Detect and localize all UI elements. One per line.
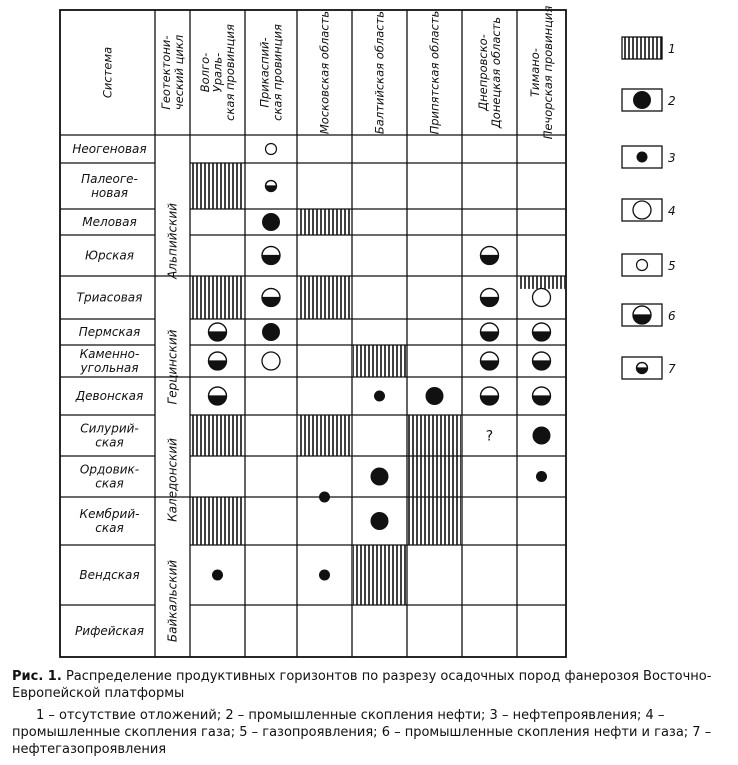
legend-symbol — [637, 152, 648, 163]
big-oilgas-symbol-14 — [481, 352, 499, 370]
legend-num: 3 — [668, 151, 676, 165]
big-oilgas-symbol-3 — [262, 247, 280, 265]
hatch-block-2 — [191, 415, 244, 456]
system-label-10: Кембрий-ская — [79, 507, 140, 535]
big-oil-symbol-9 — [262, 323, 280, 341]
hatch-block-9 — [408, 415, 461, 545]
system-label-4: Триасовая — [76, 290, 143, 305]
big-oilgas-symbol-20 — [533, 387, 551, 405]
system-label-1: Палеоге-новая — [81, 172, 138, 200]
system-label-9: Ордовик-ская — [79, 462, 140, 491]
hatch-block-3 — [191, 497, 244, 545]
legend-item-2 — [622, 89, 676, 111]
big-oilgas-symbol-10 — [481, 323, 499, 341]
big-oilgas-symbol-6 — [481, 289, 499, 307]
big-gas-symbol-13 — [262, 352, 280, 370]
legend-item-7 — [622, 357, 676, 379]
big-oil-symbol-21 — [533, 427, 551, 445]
big-oil-symbol-18 — [426, 387, 444, 405]
header-4: Московская область — [317, 10, 332, 135]
small-oil-symbol-24 — [319, 492, 330, 503]
small-oil-symbol-27 — [319, 570, 330, 581]
hatch-block-5 — [298, 276, 351, 319]
big-oil-symbol-2 — [262, 213, 280, 231]
big-gas-symbol-7 — [533, 289, 551, 307]
legend-num: 6 — [668, 309, 676, 323]
big-oil-symbol-25 — [371, 512, 389, 530]
legend-symbol — [633, 91, 651, 109]
legend-swatch — [622, 37, 662, 59]
small-oil-symbol-17 — [374, 391, 385, 402]
figure-title: Распределение продуктивных горизонтов по разрезу осадочных пород фанерозоя Восточно-Европейской платформы — [12, 669, 712, 701]
system-label-6: Каменно-угольная — [79, 347, 140, 375]
system-label-3: Юрская — [85, 248, 134, 263]
big-oilgas-symbol-19 — [481, 387, 499, 405]
hatch-block-6 — [298, 415, 351, 456]
header-6: Припятская область — [427, 10, 442, 135]
legend-item-6 — [622, 304, 676, 326]
cycle-label-1: Герцинский — [165, 329, 180, 405]
figure-caption-legend: 1 – отсутствие отложений; 2 – промышленные скопления нефти; 3 – нефтепроявления; 4 – промышленные скопления газа; 5 – газопроявления; 6 – промышленные скопления нефти и газа; 7 – нефтегазопроявления — [12, 708, 712, 757]
legend-num: 5 — [668, 259, 676, 273]
legend-symbol — [633, 201, 651, 219]
header-0: Система — [100, 46, 115, 99]
figure-label: Рис. 1. — [12, 669, 62, 684]
hatch-block-0 — [191, 163, 244, 209]
cycle-label-3: Байкальский — [165, 559, 180, 643]
legend-symbol — [637, 260, 648, 271]
hatch-block-4 — [298, 209, 351, 235]
legend-num: 2 — [668, 94, 676, 108]
legend-item-3 — [622, 146, 676, 168]
legend-item-5 — [622, 254, 676, 276]
legend — [622, 37, 676, 379]
question-mark: ? — [485, 428, 494, 445]
figure-caption-title — [12, 668, 727, 702]
big-oilgas-symbol-15 — [533, 352, 551, 370]
big-oilgas-symbol-5 — [262, 289, 280, 307]
cycle-label-0: Альпийский — [165, 203, 180, 279]
big-oilgas-symbol-8 — [209, 323, 227, 341]
system-label-11: Вендская — [79, 568, 140, 582]
legend-symbol — [637, 363, 648, 374]
legend-num: 4 — [668, 204, 676, 218]
legend-num: 1 — [668, 42, 676, 56]
hatch-block-1 — [191, 276, 244, 319]
legend-symbol — [633, 306, 651, 324]
small-oil-symbol-23 — [536, 471, 547, 482]
hatch-block-10 — [518, 276, 565, 289]
small-oilgas-symbol-1 — [266, 181, 277, 192]
hatch-block-7 — [353, 345, 406, 377]
header-8: Тимано-Печорская провинция — [528, 5, 555, 140]
system-label-8: Силурий-ская — [80, 421, 139, 450]
system-label-5: Пермская — [78, 325, 141, 339]
header-7: Днепровско-Донецкая область — [476, 16, 503, 129]
hatch-block-8 — [353, 545, 406, 605]
big-oilgas-symbol-16 — [209, 387, 227, 405]
header-5: Балтийская область — [372, 10, 387, 135]
small-gas-symbol-0 — [266, 144, 277, 155]
cycle-label-2: Каледонский — [165, 438, 180, 522]
big-oilgas-symbol-11 — [533, 323, 551, 341]
small-oil-symbol-26 — [212, 570, 223, 581]
big-oilgas-symbol-12 — [209, 352, 227, 370]
header-2: Волго-Ураль-ская провинция — [198, 24, 237, 121]
legend-item-1 — [622, 37, 676, 59]
header-1: Геотектони-ческий цикл — [159, 34, 186, 111]
legend-num: 7 — [668, 362, 676, 376]
system-label-12: Рифейская — [75, 624, 144, 638]
big-oil-symbol-22 — [371, 468, 389, 486]
system-label-0: Неогеновая — [72, 142, 147, 156]
legend-item-4 — [622, 199, 676, 221]
header-3: Прикаспий-ская провинция — [257, 24, 285, 121]
big-oilgas-symbol-4 — [481, 247, 499, 265]
system-label-7: Девонская — [75, 389, 144, 403]
system-label-2: Меловая — [82, 215, 137, 229]
